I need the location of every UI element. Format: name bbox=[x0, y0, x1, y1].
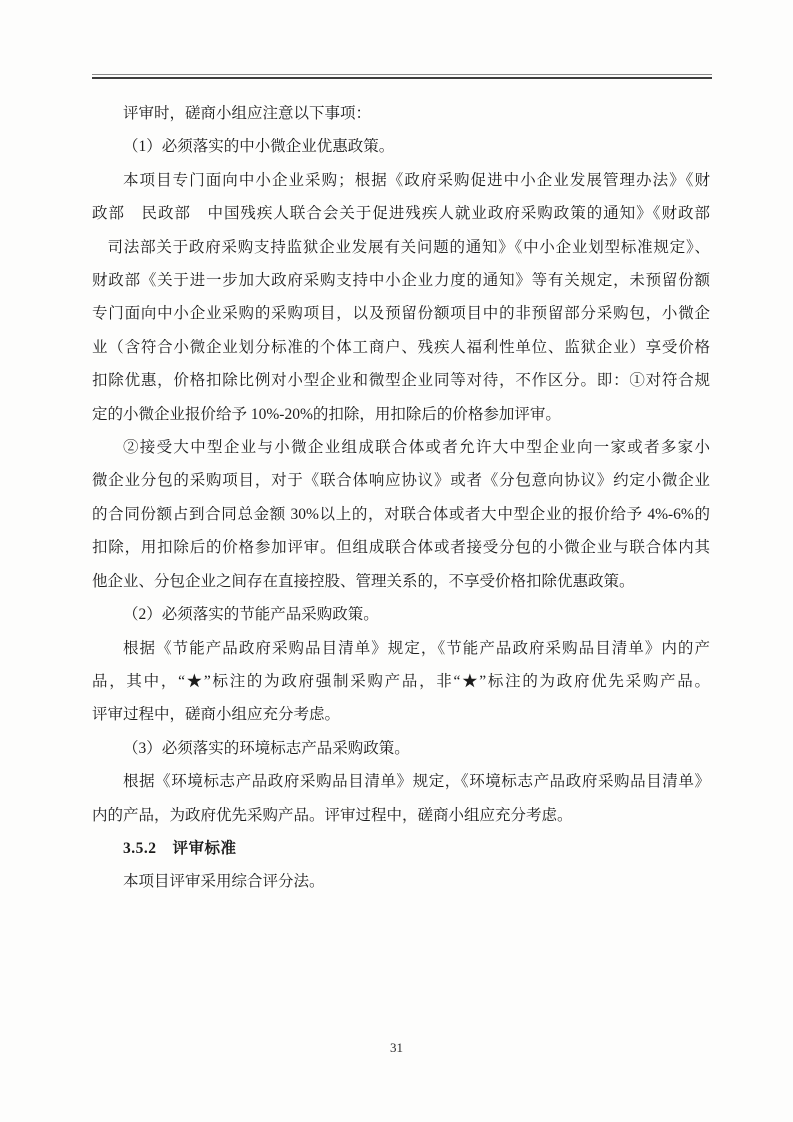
page-number: 31 bbox=[390, 1040, 403, 1055]
text-line: 本项目评审采用综合评分法。 bbox=[123, 873, 325, 891]
section-heading: 3.5.2 评审标准 bbox=[123, 839, 237, 857]
text-line: （3）必须落实的环境标志产品采购政策。 bbox=[123, 739, 410, 757]
text-line: 评审时，磋商小组应注意以下事项： bbox=[123, 105, 372, 122]
header-divider-rule bbox=[92, 74, 712, 79]
text-line: 根据《环境标志产品政府采购品目清单》规定，《环境标志产品政府采购品目清单》 bbox=[123, 773, 710, 791]
text-line: 评审过程中，磋商小组应充分考虑。 bbox=[92, 706, 341, 724]
text-line: 品，其中，“★”标注的为政府强制采购产品，非“★”标注的为政府优先采购产品。 bbox=[92, 672, 710, 690]
text-line: 扣除优惠，价格扣除比例对小型企业和微型企业同等对待，不作区分。即：①对符合规 bbox=[92, 372, 710, 390]
text-line: （2）必须落实的节能产品采购政策。 bbox=[123, 606, 379, 624]
text-line: 司法部关于政府采购支持监狱企业发展有关问题的通知》《中小企业划型标准规定》、 bbox=[107, 238, 710, 256]
text-line: 微企业分包的采购项目，对于《联合体响应协议》或者《分包意向协议》约定小微企业 bbox=[92, 472, 710, 490]
text-line: 扣除，用扣除后的价格参加评审。但组成联合体或者接受分包的小微企业与联合体内其 bbox=[92, 539, 710, 557]
text-line: 他企业、分包企业之间存在直接控股、管理关系的，不享受价格扣除优惠政策。 bbox=[92, 572, 635, 590]
text-line: （1）必须落实的中小微企业优惠政策。 bbox=[123, 138, 395, 156]
text-line: 根据《节能产品政府采购品目清单》规定，《节能产品政府采购品目清单》内的产 bbox=[123, 639, 710, 657]
text-line: 专门面向中小企业采购的采购项目，以及预留份额项目中的非预留部分采购包，小微企 bbox=[92, 305, 710, 323]
text-line: 政部 民政部 中国残疾人联合会关于促进残疾人就业政府采购政策的通知》《财政部 bbox=[92, 205, 710, 223]
text-line: ②接受大中型企业与小微企业组成联合体或者允许大中型企业向一家或者多家小 bbox=[123, 439, 710, 457]
text-line: 本项目专门面向中小企业采购；根据《政府采购促进中小企业发展管理办法》《财 bbox=[123, 171, 710, 189]
text-line: 业（含符合小微企业划分标准的个体工商户、残疾人福利性单位、监狱企业）享受价格 bbox=[92, 338, 710, 356]
body-text bbox=[92, 97, 710, 899]
text-line: 内的产品，为政府优先采购产品。评审过程中，磋商小组应充分考虑。 bbox=[92, 806, 573, 824]
text-line: 定的小微企业报价给予 10%-20%的扣除，用扣除后的价格参加评审。 bbox=[92, 405, 561, 423]
text-line: 财政部《关于进一步加大政府采购支持中小企业力度的通知》等有关规定，未预留份额 bbox=[92, 272, 710, 290]
text-line: 的合同份额占到合同总金额 30%以上的，对联合体或者大中型企业的报价给予 4%-6%的 bbox=[92, 505, 710, 523]
